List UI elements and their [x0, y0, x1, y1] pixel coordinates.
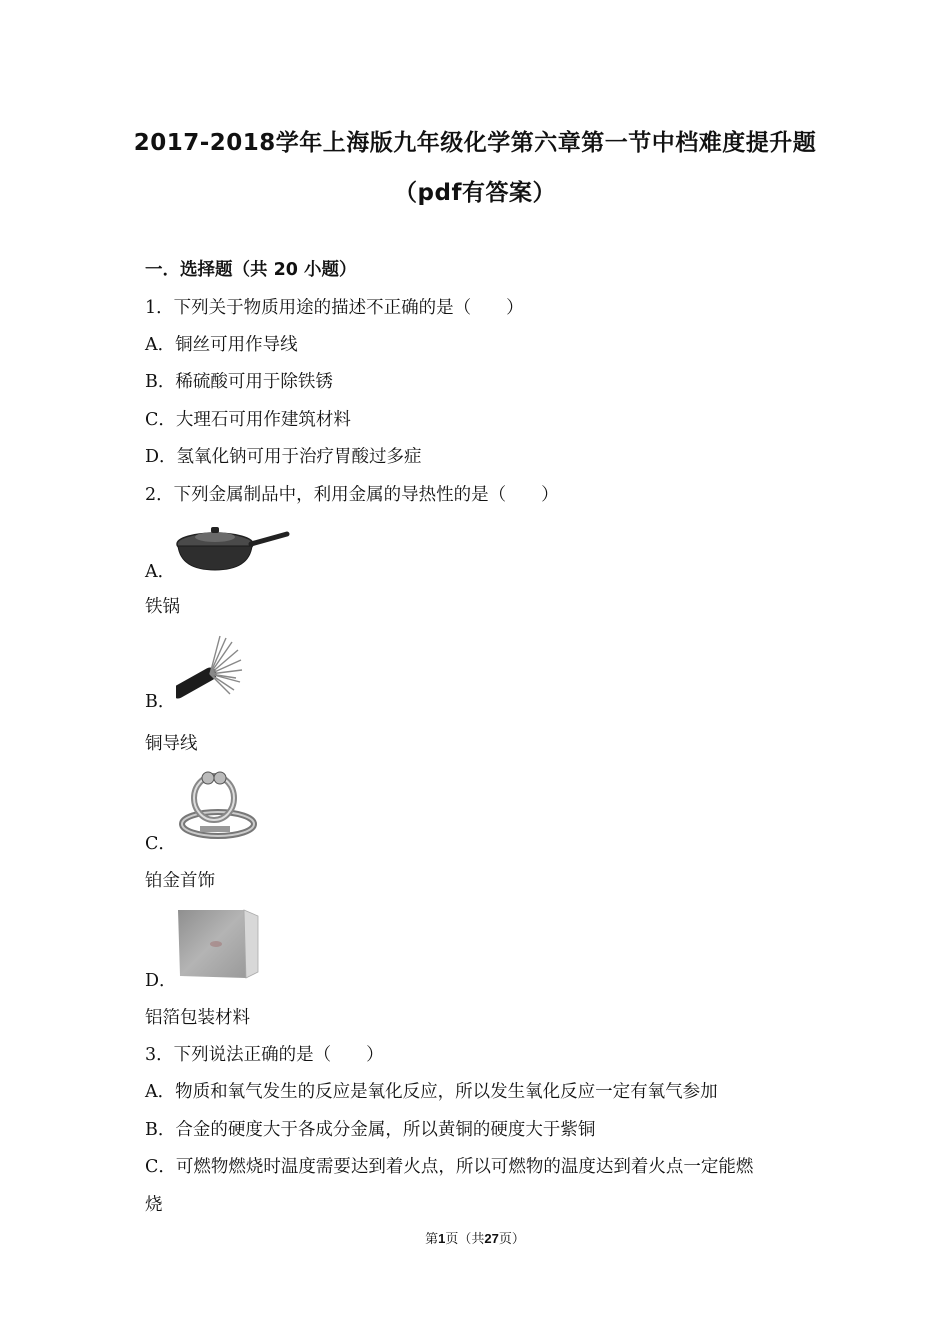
question-1-option-c: C．大理石可用作建筑材料 [145, 410, 351, 430]
footer-mid: 页（共 [445, 1232, 485, 1247]
question-2-option-c-letter: C． [145, 834, 176, 854]
footer-prefix: 第 [425, 1232, 439, 1247]
footer-total-pages: 27 [484, 1231, 499, 1246]
question-2-option-a-letter: A． [145, 562, 176, 582]
platinum-ring-image [178, 768, 260, 840]
question-3-option-b: B．合金的硬度大于各成分金属，所以黄铜的硬度大于紫铜 [145, 1120, 596, 1140]
question-2-option-a-caption: 铁锅 [145, 597, 180, 617]
document-title-line2: （pdf有答案） [394, 180, 556, 206]
question-1-stem: 1．下列关于物质用途的描述不正确的是（ ） [145, 298, 524, 318]
footer-suffix: 页） [498, 1232, 525, 1247]
question-2-stem: 2．下列金属制品中，利用金属的导热性的是（ ） [145, 485, 559, 505]
question-2-option-b-caption: 铜导线 [145, 734, 198, 754]
question-3-option-c-continued: 烧 [145, 1195, 163, 1215]
page-footer [0, 1228, 950, 1247]
copper-wire-image [176, 632, 246, 704]
question-1-option-b: B．稀硫酸可用于除铁锈 [145, 372, 333, 392]
question-1-option-d: D．氢氧化钠可用于治疗胃酸过多症 [145, 447, 422, 467]
section-heading: 一．选择题（共 20 小题） [145, 260, 357, 280]
document-title-line1: 2017-2018学年上海版九年级化学第六章第一节中档难度提升题 [133, 130, 817, 156]
aluminum-foil-image [176, 908, 260, 980]
question-1-option-a: A．铜丝可用作导线 [145, 335, 298, 355]
footer-page-number: 1 [438, 1231, 446, 1246]
question-2-option-d-caption: 铝箔包装材料 [145, 1008, 250, 1028]
question-3-option-c: C．可燃物燃烧时温度需要达到着火点，所以可燃物的温度达到着火点一定能燃 [145, 1157, 754, 1177]
question-3-option-a: A．物质和氧气发生的反应是氧化反应，所以发生氧化反应一定有氧气参加 [145, 1082, 718, 1102]
wok-image [175, 522, 290, 574]
question-3-stem: 3．下列说法正确的是（ ） [145, 1045, 384, 1065]
question-2-option-d-letter: D． [145, 971, 177, 991]
question-2-option-b-letter: B． [145, 692, 176, 712]
question-2-option-c-caption: 铂金首饰 [145, 871, 215, 891]
